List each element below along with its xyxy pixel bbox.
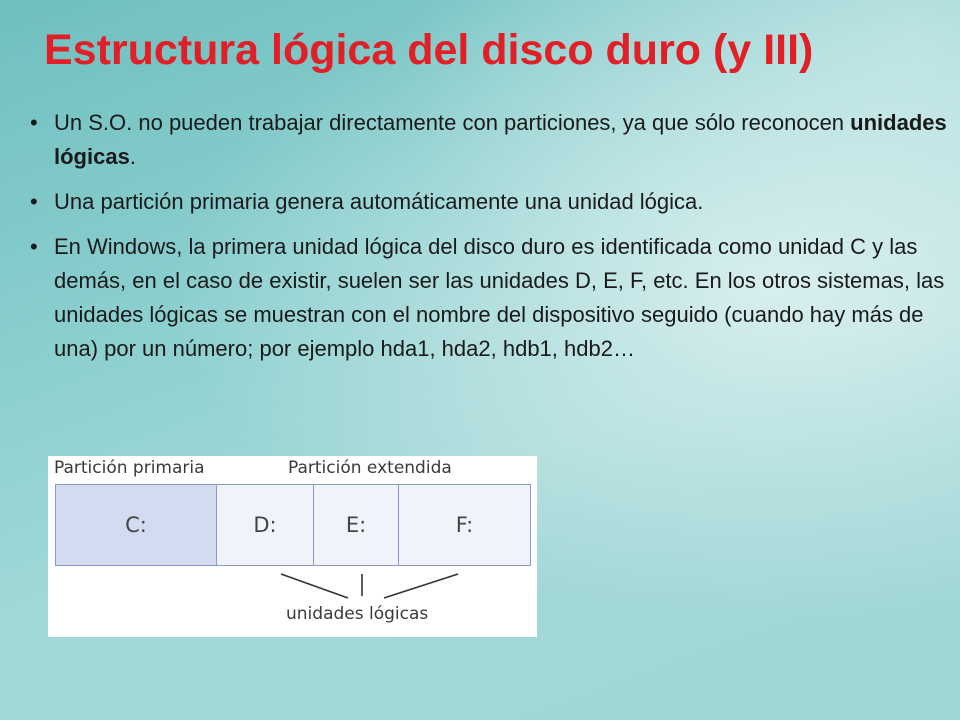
bullet-marker: • xyxy=(30,189,38,214)
bullet-item xyxy=(30,230,950,366)
bullet-text: Una partición primaria genera automáticamente una unidad lógica. xyxy=(54,189,704,214)
extended-partition-label: Partición extendida xyxy=(288,458,452,478)
bullet-text: En Windows, la primera unidad lógica del disco duro es identificada como unidad C y las demás, en el caso de existir, suelen ser las unidades D, E, F, etc. En los otros sistemas, las unidades lógicas se muestran con el nombre del dispositivo seguido (cuando hay más de una) por un número; por ejemplo hda1, hda2, hdb1, hdb2… xyxy=(54,234,945,361)
drive-d-cell: D: xyxy=(217,485,314,565)
bullet-item xyxy=(30,106,950,174)
drive-f-cell: F: xyxy=(399,485,530,565)
bullet-text-end: . xyxy=(129,144,136,169)
slide-title: Estructura lógica del disco duro (y III) xyxy=(44,26,814,74)
bullet-bold-text: unidades lógicas xyxy=(54,110,947,169)
partition-diagram xyxy=(48,456,537,637)
bullet-item xyxy=(30,185,950,219)
pointer-line-right xyxy=(384,574,458,598)
logical-units-caption: unidades lógicas xyxy=(286,604,429,624)
drive-e-cell: E: xyxy=(314,485,399,565)
bullet-text: Un S.O. no pueden trabajar directamente con particiones, ya que sólo reconocen xyxy=(54,110,851,135)
drive-c-cell: C: xyxy=(56,485,217,565)
bullet-list xyxy=(30,106,950,377)
bullet-marker: • xyxy=(30,110,38,135)
primary-partition-label: Partición primaria xyxy=(54,458,205,478)
pointer-line-left xyxy=(281,574,348,598)
bullet-marker: • xyxy=(30,234,38,259)
